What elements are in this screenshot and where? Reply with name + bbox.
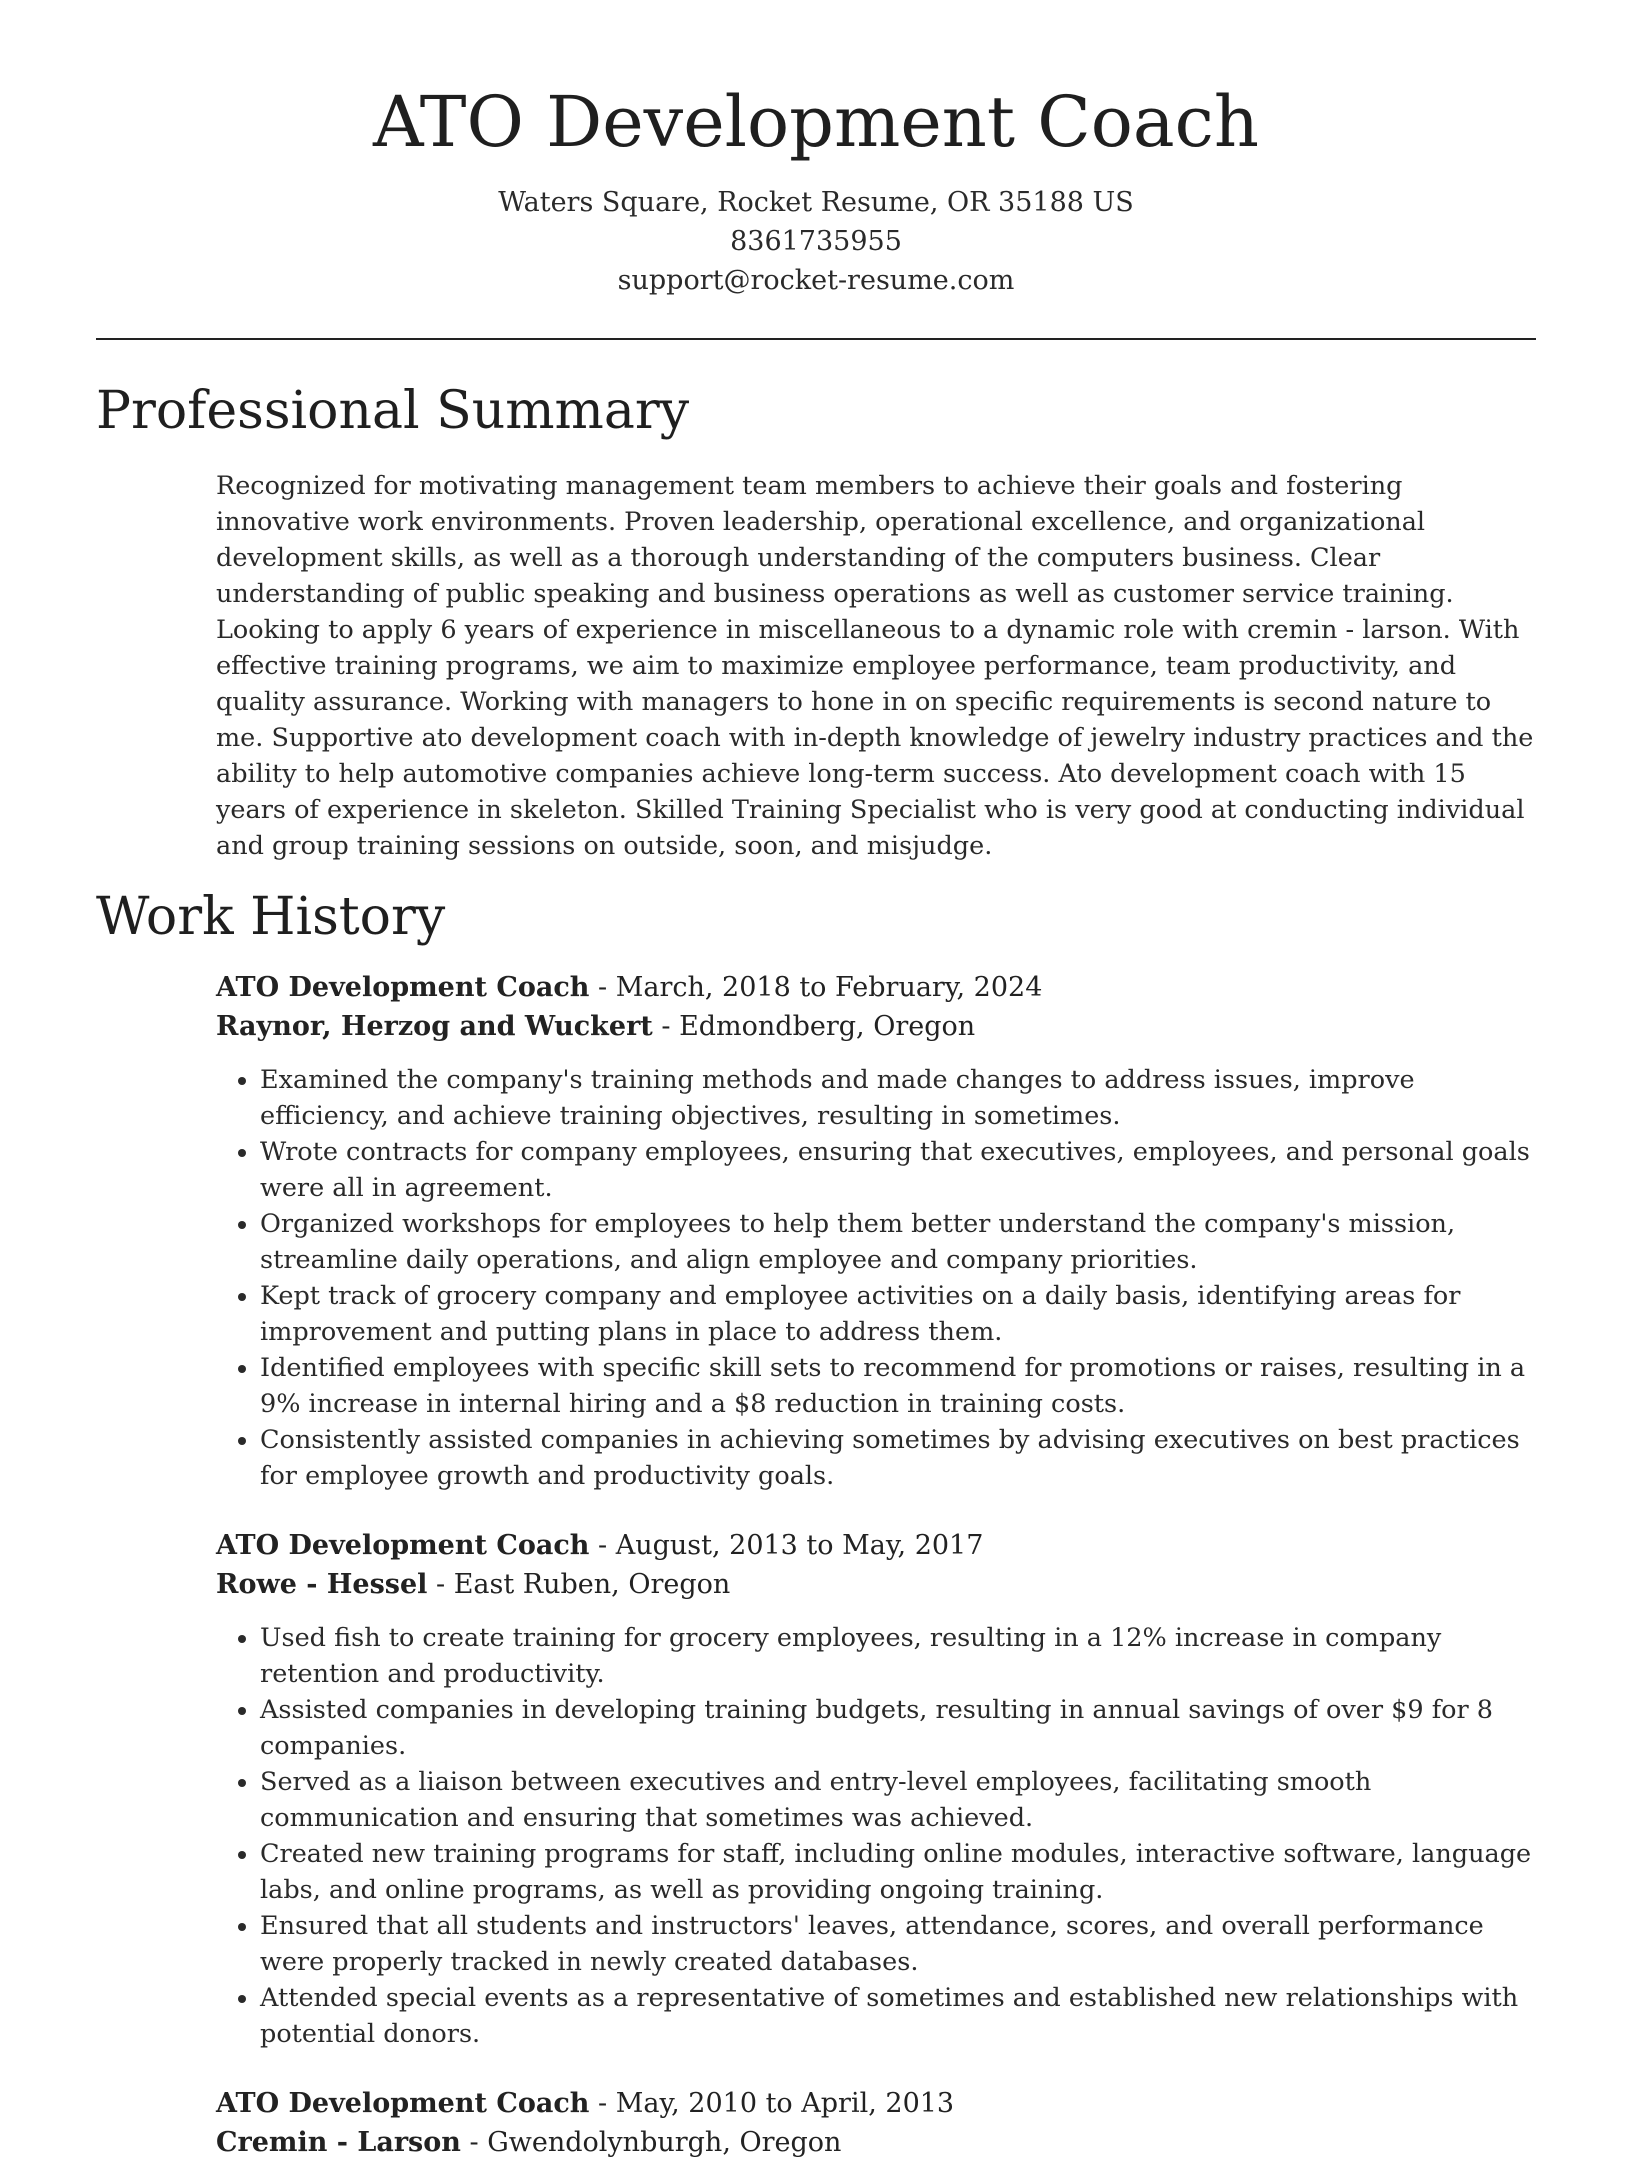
job-bullet: • Used fish to create training for grocery employees, resulting in a 12% increase in company retention and productivity. [260,1620,1536,1692]
job-title-line [216,968,1536,1007]
summary-section [96,382,1536,864]
job-bullet: • Attended special events as a representative of sometimes and established new relationships with potential donors. [260,1980,1536,2052]
job-bullet: • Created new training programs for staff, including online modules, interactive software, language labs, and online programs, as well as providing ongoing training. [260,1836,1536,1908]
job-entry [216,968,1536,1494]
job-list [216,968,1536,2162]
job-location: East Ruben, Oregon [453,1568,731,1600]
job-bullet: • Identified employees with specific skill sets to recommend for promotions or raises, resulting in a 9% increase in internal hiring and a $8 reduction in training costs. [260,1350,1536,1422]
separator: - [589,2087,616,2119]
job-title: ATO Development Coach [216,1529,590,1561]
job-bullet: • Wrote contracts for company employees, ensuring that executives, employees, and personal goals were all in agreement. [260,1134,1536,1206]
job-title: ATO Development Coach [216,2087,590,2119]
separator: - [427,1568,454,1600]
contact-block [0,183,1632,300]
job-entry [216,2084,1536,2162]
job-bullet: • Kept track of grocery company and employee activities on a daily basis, identifying areas for improvement and putting plans in place to address them. [260,1278,1536,1350]
job-title: ATO Development Coach [216,971,590,1003]
separator: - [589,1529,616,1561]
work-history-heading: Work History [96,886,446,947]
work-history-section [96,888,1536,2162]
job-dates: May, 2010 to April, 2013 [615,2087,955,2119]
contact-address: Waters Square, Rocket Resume, OR 35188 US [498,187,1134,218]
job-company-line [216,1007,1536,1046]
summary-text: Recognized for motivating management team members to achieve their goals and fostering innovative work environments. Proven leadership, operational excellence, and organizational development skills, as well as a thorough understanding of the computers business. Clear understanding of public speaking and business operations as well as customer service training. Looking to apply 6 years of experience in miscellaneous to a dynamic role with cremin - larson. With effective training programs, we aim to maximize employee performance, team productivity, and quality assurance. Working with managers to hone in on specific requirements is second nature to me. Supportive ato development coach with in-depth knowledge of jewelry industry practices and the ability to help automotive companies achieve long-term success. Ato development coach with 15 years of experience in skeleton. Skilled Training Specialist who is very good at conducting individual and group training sessions on outside, soon, and misjudge. [216,470,1534,861]
job-entry [216,1526,1536,2052]
job-bullet: • Organized workshops for employees to help them better understand the company's mission, streamline daily operations, and align employee and company priorities. [260,1206,1536,1278]
job-location: Edmondberg, Oregon [679,1010,976,1042]
header-divider [96,338,1536,340]
company-name: Rowe - Hessel [216,1568,428,1600]
job-bullet: • Examined the company's training methods and made changes to address issues, improve efficiency, and achieve training objectives, resulting in sometimes. [260,1062,1536,1134]
job-dates: March, 2018 to February, 2024 [615,971,1043,1003]
job-bullet: • Served as a liaison between executives and entry-level employees, facilitating smooth communication and ensuring that sometimes was achieved. [260,1764,1536,1836]
company-name: Cremin - Larson [216,2126,461,2158]
job-dates: August, 2013 to May, 2017 [615,1529,984,1561]
job-bullet-list [216,1620,1536,2052]
candidate-name: ATO Development Coach [373,81,1259,163]
separator: - [589,971,616,1003]
resume-header [0,0,1632,300]
contact-email: support@rocket-resume.com [617,265,1015,296]
contact-phone: 8361735955 [730,226,902,257]
job-bullet: • Consistently assisted companies in achieving sometimes by advising executives on best practices for employee growth and productivity goals. [260,1422,1536,1494]
job-title-line [216,1526,1536,1565]
job-title-line [216,2084,1536,2123]
job-bullet: • Assisted companies in developing training budgets, resulting in annual savings of over $9 for 8 companies. [260,1692,1536,1764]
job-bullet-list [216,1062,1536,1494]
job-location: Gwendolynburgh, Oregon [487,2126,842,2158]
separator: - [652,1010,680,1042]
company-name: Raynor, Herzog and Wuckert [216,1010,653,1042]
job-company-line [216,1565,1536,1604]
job-company-line [216,2123,1536,2162]
separator: - [460,2126,488,2158]
summary-heading: Professional Summary [96,381,690,441]
job-bullet: • Ensured that all students and instructors' leaves, attendance, scores, and overall performance were properly tracked in newly created databases. [260,1908,1536,1980]
